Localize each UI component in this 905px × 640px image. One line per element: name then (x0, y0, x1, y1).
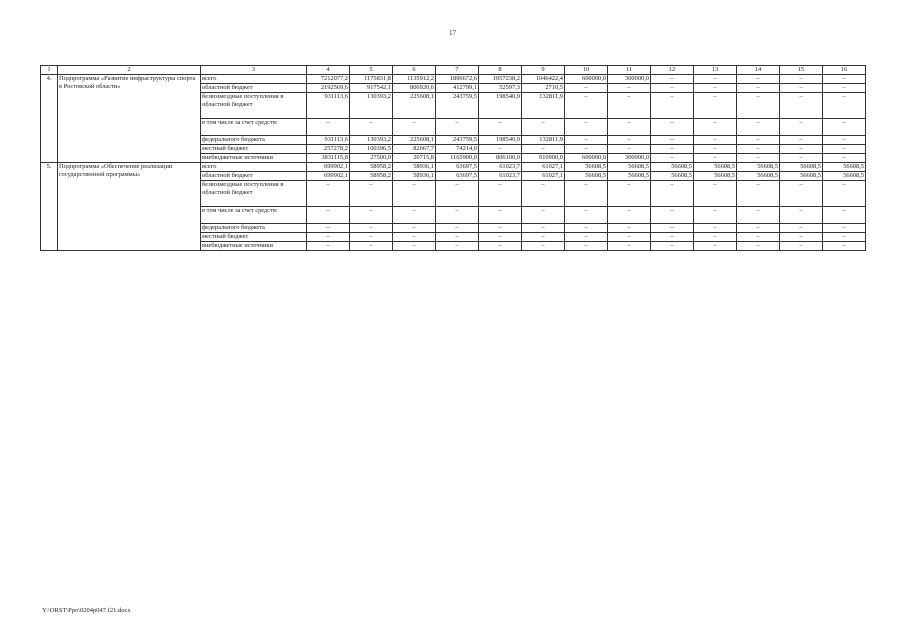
value-cell: 61023,7 (479, 172, 522, 181)
value-cell: – (522, 241, 565, 250)
value-cell: – (694, 144, 737, 153)
value-cell: – (780, 75, 823, 84)
value-cell: 27500,0 (350, 153, 393, 162)
value-cell: 58958,2 (350, 172, 393, 181)
value-cell: – (393, 181, 436, 206)
value-cell: – (565, 181, 608, 206)
value-cell: 63697,5 (436, 172, 479, 181)
value-cell: 56608,5 (565, 163, 608, 172)
value-cell: – (479, 118, 522, 135)
header-cell: 6 (393, 66, 436, 75)
value-cell: 699902,1 (307, 163, 350, 172)
value-cell: – (479, 206, 522, 223)
value-cell: 52597,3 (479, 84, 522, 93)
row-number: 5. (41, 163, 58, 251)
value-cell: 82667,7 (393, 144, 436, 153)
value-cell: – (565, 223, 608, 232)
value-cell: – (350, 241, 393, 250)
value-cell: – (651, 93, 694, 118)
value-cell: 56608,5 (608, 172, 651, 181)
value-cell: 61023,7 (479, 163, 522, 172)
value-cell: 61027,1 (522, 172, 565, 181)
value-cell: 56608,5 (694, 163, 737, 172)
value-cell: – (522, 223, 565, 232)
value-cell: 61027,1 (522, 163, 565, 172)
value-cell: 1046422,4 (522, 75, 565, 84)
value-cell: 56608,5 (737, 172, 780, 181)
header-cell: 16 (823, 66, 866, 75)
funding-source-label: внебюджетные источники (201, 241, 307, 250)
value-cell: – (479, 144, 522, 153)
value-cell: 699902,1 (307, 172, 350, 181)
value-cell: – (393, 206, 436, 223)
value-cell: – (393, 232, 436, 241)
value-cell: – (350, 118, 393, 135)
value-cell: – (737, 206, 780, 223)
value-cell: – (608, 84, 651, 93)
value-cell: 7212077,2 (307, 75, 350, 84)
value-cell: 56608,5 (694, 172, 737, 181)
funding-source-label: безвозмездные поступления в областной бюджет (201, 181, 307, 206)
value-cell: – (651, 75, 694, 84)
value-cell: – (436, 181, 479, 206)
value-cell: 100396,5 (350, 144, 393, 153)
value-cell: 1896672,6 (436, 75, 479, 84)
value-cell: 20715,8 (393, 153, 436, 162)
value-cell: – (737, 153, 780, 162)
value-cell: – (694, 223, 737, 232)
value-cell: – (737, 93, 780, 118)
value-cell: – (651, 241, 694, 250)
header-cell: 2 (58, 66, 201, 75)
value-cell: – (694, 135, 737, 144)
value-cell: – (737, 84, 780, 93)
funding-source-label: федерального бюджета (201, 223, 307, 232)
value-cell: – (565, 206, 608, 223)
value-cell: – (780, 93, 823, 118)
value-cell: – (823, 118, 866, 135)
value-cell: 917542,1 (350, 84, 393, 93)
header-cell: 13 (694, 66, 737, 75)
funding-source-label: внебюджетные источники (201, 153, 307, 162)
value-cell: – (393, 241, 436, 250)
value-cell: – (565, 118, 608, 135)
value-cell: – (350, 232, 393, 241)
value-cell: – (608, 232, 651, 241)
value-cell: – (780, 232, 823, 241)
value-cell: – (823, 75, 866, 84)
footer-file-path: Y:\ORST\Ppo\0204p047.f21.docx (42, 607, 131, 614)
value-cell: – (651, 153, 694, 162)
value-cell: – (780, 118, 823, 135)
value-cell: – (694, 232, 737, 241)
value-cell: – (823, 93, 866, 118)
funding-source-label: местный бюджет (201, 144, 307, 153)
value-cell: 1175831,8 (350, 75, 393, 84)
value-cell: 56608,5 (608, 163, 651, 172)
value-cell: 806920,6 (393, 84, 436, 93)
value-cell: – (737, 232, 780, 241)
value-cell: 910900,0 (522, 153, 565, 162)
value-cell: 2710,5 (522, 84, 565, 93)
header-cell: 11 (608, 66, 651, 75)
value-cell: – (479, 223, 522, 232)
header-cell: 7 (436, 66, 479, 75)
value-cell: – (436, 232, 479, 241)
value-cell: – (350, 223, 393, 232)
value-cell: – (737, 223, 780, 232)
funding-source-label: областной бюджет (201, 172, 307, 181)
table-row (41, 163, 866, 172)
value-cell: – (565, 144, 608, 153)
value-cell: – (651, 232, 694, 241)
value-cell: – (565, 84, 608, 93)
table-row (41, 75, 866, 84)
header-cell: 3 (201, 66, 307, 75)
subprogram-name: Подпрограмма «Обеспечение реализации государственной программы» (58, 163, 201, 251)
value-cell: – (694, 241, 737, 250)
value-cell: – (522, 232, 565, 241)
value-cell: – (780, 181, 823, 206)
value-cell: – (307, 118, 350, 135)
value-cell: 300000,0 (608, 75, 651, 84)
value-cell: – (479, 181, 522, 206)
budget-table (40, 65, 866, 251)
value-cell: – (823, 144, 866, 153)
header-cell: 14 (737, 66, 780, 75)
value-cell: – (737, 241, 780, 250)
funding-source-label: в том числе за счет средств: (201, 206, 307, 223)
value-cell: 1057238,2 (479, 75, 522, 84)
value-cell: – (307, 181, 350, 206)
value-cell: – (393, 223, 436, 232)
value-cell: 56608,5 (737, 163, 780, 172)
value-cell: 931113,6 (307, 93, 350, 118)
value-cell: – (737, 144, 780, 153)
header-cell: 12 (651, 66, 694, 75)
value-cell: – (694, 84, 737, 93)
header-cell: 1 (41, 66, 58, 75)
value-cell: 58936,1 (393, 172, 436, 181)
value-cell: – (307, 232, 350, 241)
value-cell: 56608,5 (780, 163, 823, 172)
value-cell: – (608, 181, 651, 206)
value-cell: – (436, 118, 479, 135)
funding-source-label: всего (201, 163, 307, 172)
value-cell: – (651, 144, 694, 153)
value-cell: – (651, 118, 694, 135)
value-cell: – (694, 181, 737, 206)
value-cell: 74214,0 (436, 144, 479, 153)
value-cell: – (694, 153, 737, 162)
value-cell: – (608, 118, 651, 135)
value-cell: 243759,5 (436, 93, 479, 118)
value-cell: – (780, 223, 823, 232)
value-cell: – (780, 241, 823, 250)
value-cell: 198540,9 (479, 93, 522, 118)
value-cell: 600000,0 (565, 75, 608, 84)
value-cell: – (780, 135, 823, 144)
value-cell: 58958,2 (350, 163, 393, 172)
value-cell: – (823, 84, 866, 93)
value-cell: – (737, 75, 780, 84)
value-cell: 412799,1 (436, 84, 479, 93)
value-cell: – (823, 241, 866, 250)
value-cell: 1165900,0 (436, 153, 479, 162)
value-cell: – (651, 84, 694, 93)
value-cell: – (565, 241, 608, 250)
value-cell: – (436, 241, 479, 250)
value-cell: – (479, 232, 522, 241)
value-cell: 56608,5 (651, 172, 694, 181)
value-cell: 56608,5 (823, 163, 866, 172)
value-cell: – (694, 118, 737, 135)
value-cell: 58936,1 (393, 163, 436, 172)
value-cell: – (307, 223, 350, 232)
value-cell: – (823, 232, 866, 241)
header-cell: 15 (780, 66, 823, 75)
value-cell: 1135912,2 (393, 75, 436, 84)
value-cell: – (350, 181, 393, 206)
value-cell: – (651, 181, 694, 206)
value-cell: 2192569,6 (307, 84, 350, 93)
value-cell: – (823, 181, 866, 206)
value-cell: 257278,2 (307, 144, 350, 153)
header-cell: 9 (522, 66, 565, 75)
value-cell: 56608,5 (651, 163, 694, 172)
value-cell: – (608, 223, 651, 232)
value-cell: – (694, 206, 737, 223)
header-row (41, 66, 866, 75)
header-cell: 8 (479, 66, 522, 75)
value-cell: – (737, 181, 780, 206)
value-cell: – (608, 241, 651, 250)
value-cell: – (780, 206, 823, 223)
value-cell: 931113,6 (307, 135, 350, 144)
value-cell: 132811,9 (522, 93, 565, 118)
value-cell: – (608, 93, 651, 118)
value-cell: – (694, 75, 737, 84)
value-cell: – (651, 135, 694, 144)
value-cell: 130393,2 (350, 135, 393, 144)
value-cell: 56608,5 (780, 172, 823, 181)
value-cell: – (823, 223, 866, 232)
value-cell: – (780, 144, 823, 153)
value-cell: 225608,1 (393, 135, 436, 144)
value-cell: – (522, 206, 565, 223)
value-cell: – (737, 118, 780, 135)
header-cell: 5 (350, 66, 393, 75)
value-cell: – (522, 118, 565, 135)
value-cell: 56608,5 (565, 172, 608, 181)
value-cell: 243759,5 (436, 135, 479, 144)
value-cell: 600000,0 (565, 153, 608, 162)
value-cell: – (565, 135, 608, 144)
subprogram-name: Подпрограмма «Развитие инфраструктуры спорта в Ростовской области» (58, 75, 201, 163)
value-cell: 130393,2 (350, 93, 393, 118)
funding-source-label: в том числе за счет средств: (201, 118, 307, 135)
value-cell: – (780, 84, 823, 93)
header-cell: 10 (565, 66, 608, 75)
value-cell: 56608,5 (823, 172, 866, 181)
row-number: 4. (41, 75, 58, 163)
value-cell: 300000,0 (608, 153, 651, 162)
value-cell: – (737, 135, 780, 144)
funding-source-label: всего (201, 75, 307, 84)
value-cell: – (307, 241, 350, 250)
value-cell: – (393, 118, 436, 135)
value-cell: – (565, 232, 608, 241)
value-cell: – (823, 135, 866, 144)
value-cell: – (651, 206, 694, 223)
value-cell: 132811,9 (522, 135, 565, 144)
value-cell: – (823, 153, 866, 162)
funding-source-label: областной бюджет (201, 84, 307, 93)
page-number: 17 (449, 29, 456, 37)
value-cell: – (608, 144, 651, 153)
value-cell: – (479, 241, 522, 250)
value-cell: – (608, 206, 651, 223)
value-cell: – (522, 181, 565, 206)
funding-source-label: безвозмездные поступления в областной бюджет (201, 93, 307, 118)
value-cell: 3831115,8 (307, 153, 350, 162)
funding-source-label: местный бюджет (201, 232, 307, 241)
value-cell: 198540,9 (479, 135, 522, 144)
value-cell: 225608,1 (393, 93, 436, 118)
value-cell: – (823, 206, 866, 223)
value-cell: – (307, 206, 350, 223)
value-cell: – (694, 93, 737, 118)
value-cell: – (350, 206, 393, 223)
value-cell: 63697,5 (436, 163, 479, 172)
value-cell: – (436, 223, 479, 232)
value-cell: – (436, 206, 479, 223)
header-cell: 4 (307, 66, 350, 75)
funding-source-label: федерального бюджета (201, 135, 307, 144)
value-cell: – (651, 223, 694, 232)
value-cell: – (608, 135, 651, 144)
value-cell: – (565, 93, 608, 118)
value-cell: 806100,0 (479, 153, 522, 162)
value-cell: – (522, 144, 565, 153)
value-cell: – (780, 153, 823, 162)
